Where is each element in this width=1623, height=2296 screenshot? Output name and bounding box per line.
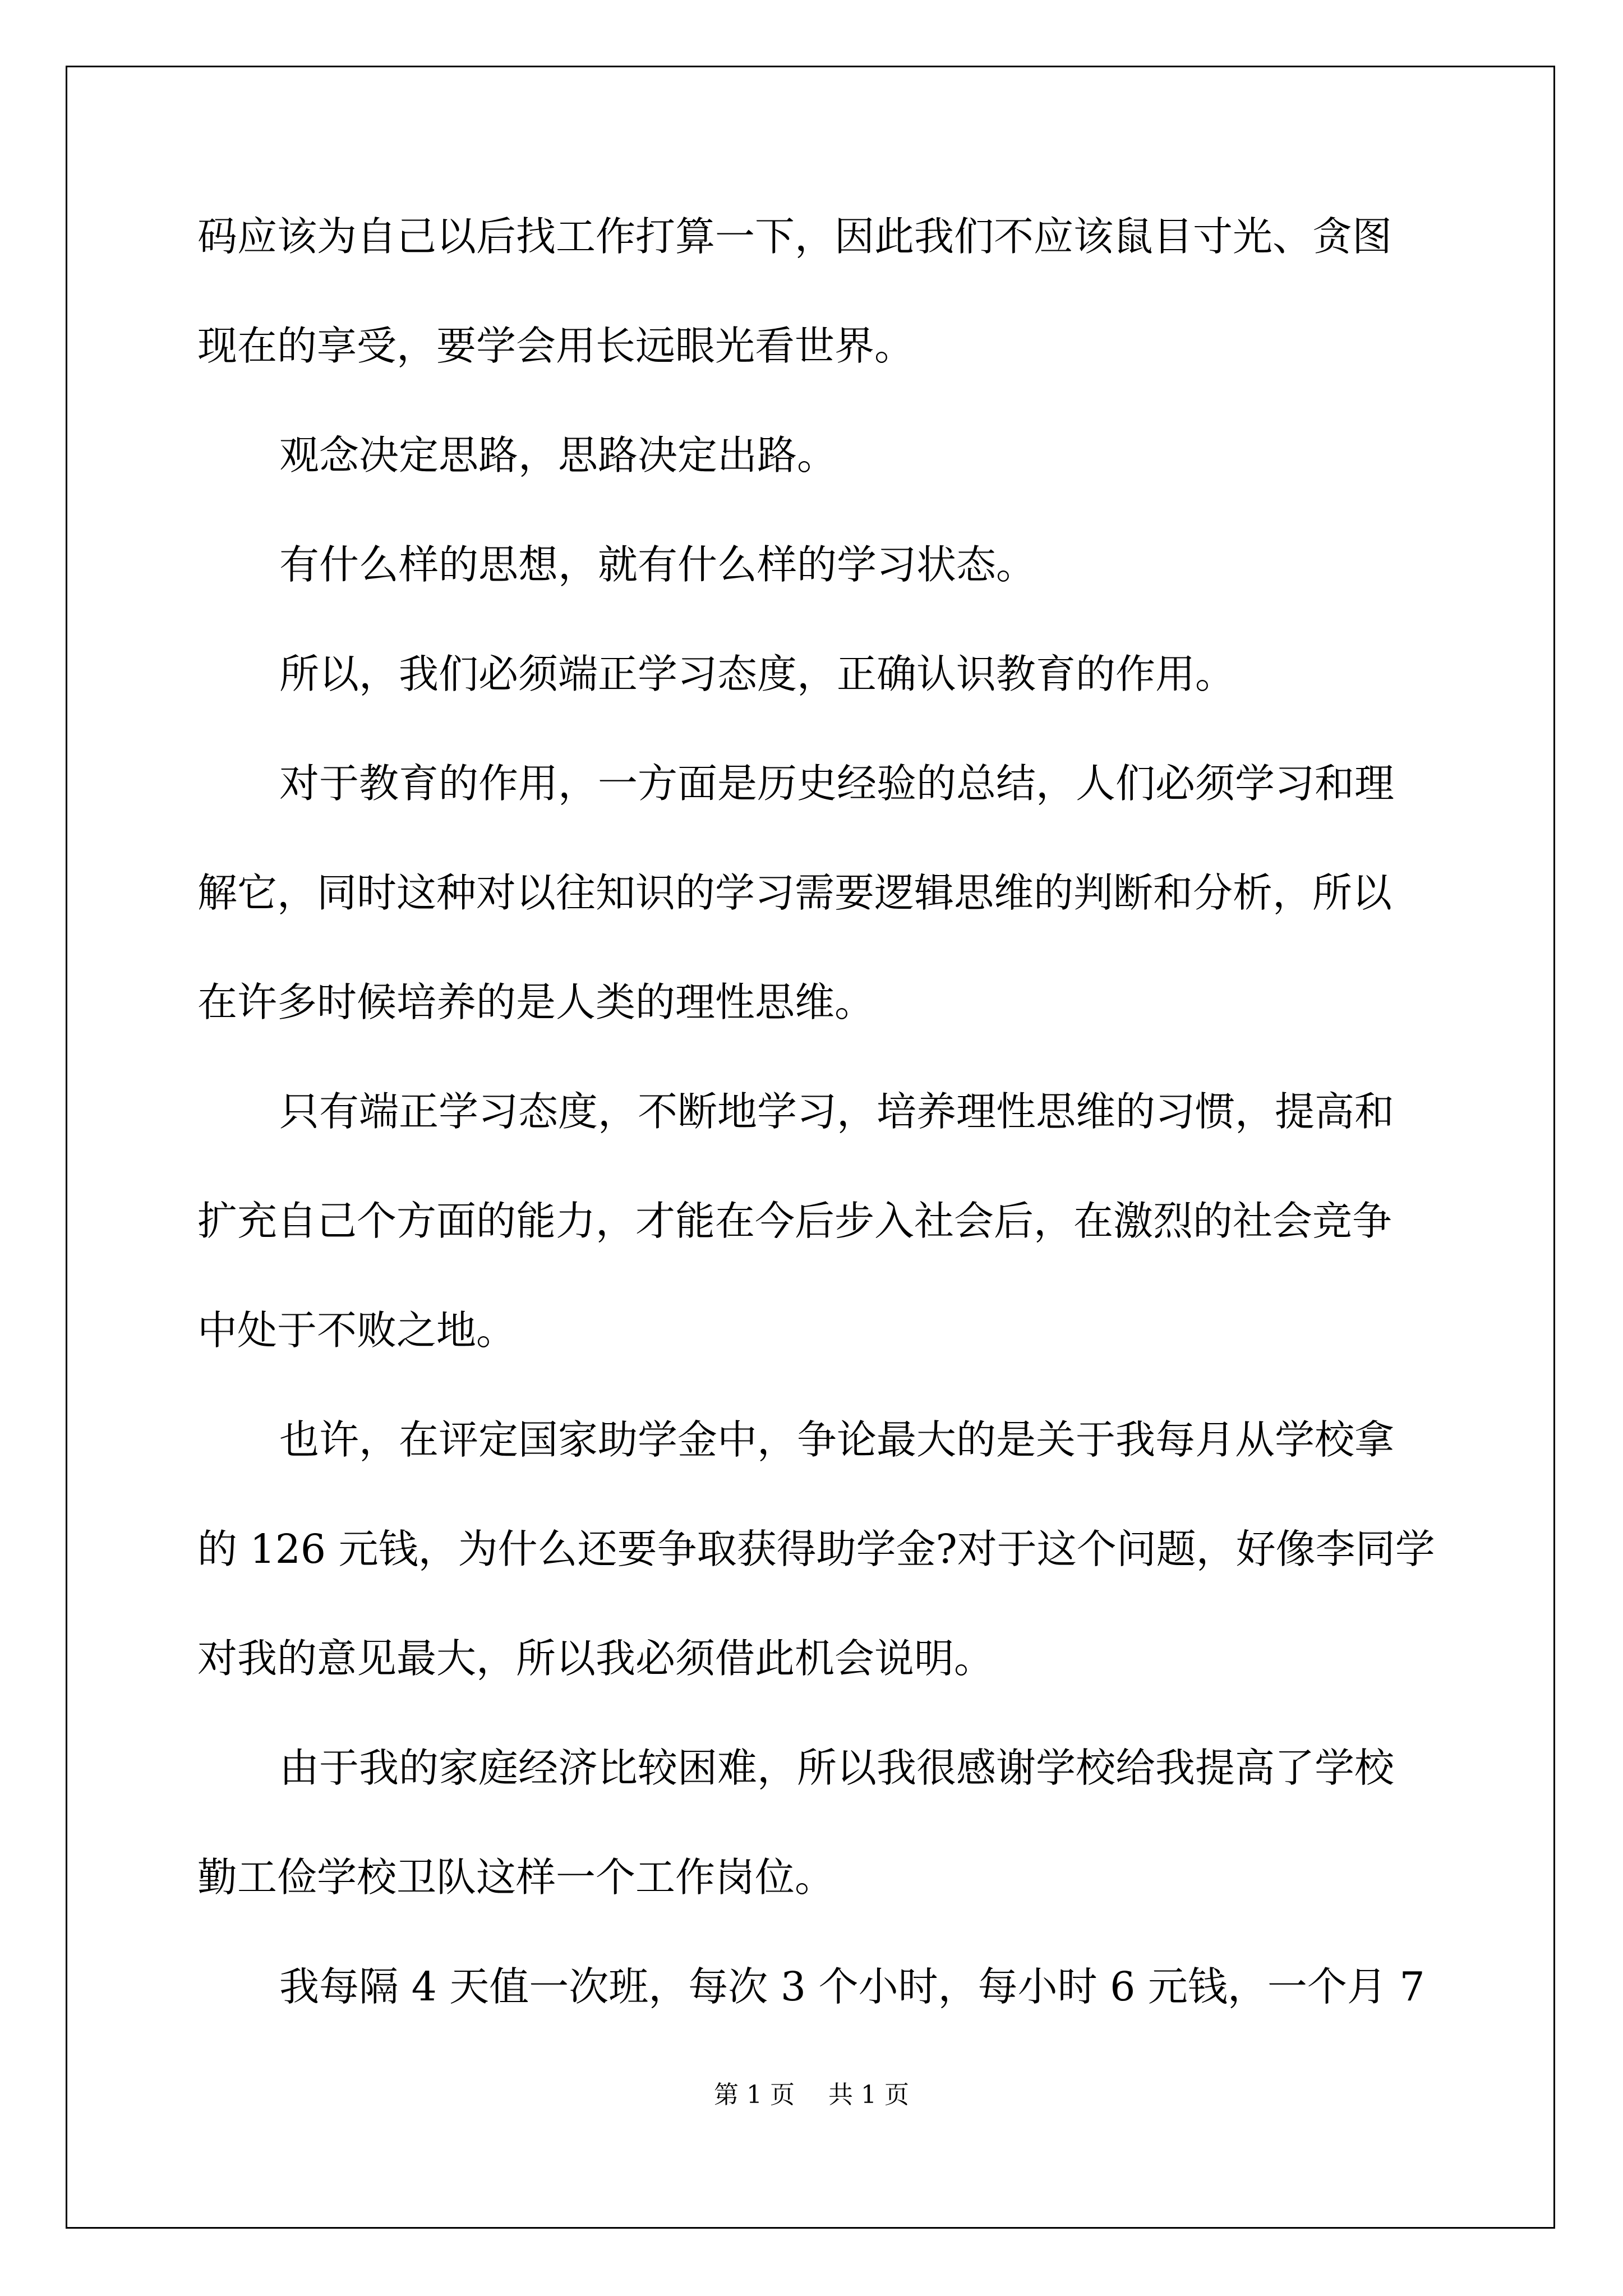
text-line: 对于教育的作用，一方面是历史经验的总结，人们必须学习和理 — [279, 760, 1395, 807]
text-line: 解它，同时这种对以往知识的学习需要逻辑思维的判断和分析，所以 — [197, 869, 1393, 916]
page-total: 共 1 页 — [828, 2081, 909, 2109]
text-line: 也许，在评定国家助学金中，争论最大的是关于我每月从学校拿 — [279, 1416, 1395, 1463]
page-number: 第 1 页 — [714, 2081, 795, 2109]
text-line: 扩充自己个方面的能力，才能在今后步入社会后，在激烈的社会竞争 — [197, 1198, 1393, 1244]
text-line: 在许多时候培养的是人类的理性思维。 — [197, 979, 875, 1025]
text-line: 中处于不败之地。 — [197, 1307, 517, 1354]
text-line: 现在的享受，要学会用长远眼光看世界。 — [197, 323, 915, 369]
text-line: 由于我的家庭经济比较困难，所以我很感谢学校给我提高了学校 — [279, 1745, 1395, 1791]
page-footer — [0, 2078, 1623, 2112]
text-line: 只有端正学习态度，不断地学习，培养理性思维的习惯，提高和 — [279, 1088, 1395, 1135]
text-line: 所以，我们必须端正学习态度，正确认识教育的作用。 — [279, 651, 1235, 697]
text-line: 观念决定思路，思路决定出路。 — [279, 432, 837, 478]
text-line: 勤工俭学校卫队这样一个工作岗位。 — [197, 1854, 835, 1901]
text-line: 我每隔 4 天值一次班，每次 3 个小时，每小时 6 元钱，一个月 7 — [279, 1963, 1425, 2010]
text-line: 码应该为自己以后找工作打算一下，因此我们不应该鼠目寸光、贪图 — [197, 213, 1393, 260]
text-line: 的 126 元钱，为什么还要争取获得助学金?对于这个问题，好像李同学 — [197, 1526, 1435, 1572]
text-line: 有什么样的思想，就有什么样的学习状态。 — [279, 541, 1036, 588]
text-line: 对我的意见最大，所以我必须借此机会说明。 — [197, 1635, 994, 1682]
